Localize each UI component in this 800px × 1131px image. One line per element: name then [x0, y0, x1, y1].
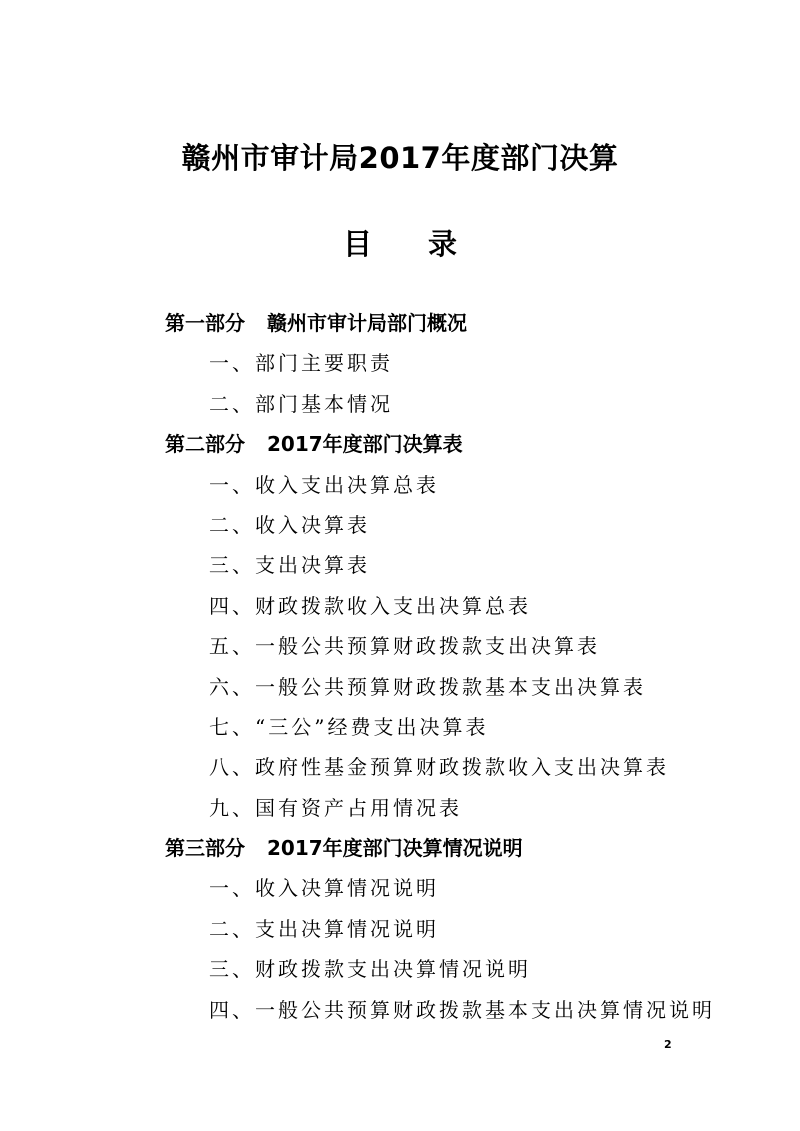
- toc-item[interactable]: 九、国有资产占用情况表: [209, 795, 462, 820]
- document-title: 赣州市审计局2017年度部门决算: [181, 141, 619, 175]
- toc-part-title: 2017年度部门决算表: [267, 432, 463, 457]
- toc-item[interactable]: 二、部门基本情况: [209, 391, 393, 416]
- toc-heading-char-2: 录: [428, 227, 458, 261]
- toc-item[interactable]: 五、一般公共预算财政拨款支出决算表: [209, 634, 600, 659]
- toc-item[interactable]: 六、一般公共预算财政拨款基本支出决算表: [209, 674, 646, 699]
- toc-item[interactable]: 二、支出决算情况说明: [209, 916, 439, 941]
- toc-item[interactable]: 一、收入支出决算总表: [209, 472, 439, 497]
- toc-part-1[interactable]: [0, 303, 800, 343]
- toc-part-title: 赣州市审计局部门概况: [267, 311, 467, 335]
- toc-heading: [0, 222, 800, 266]
- table-of-contents: [0, 303, 800, 1030]
- toc-item[interactable]: 八、政府性基金预算财政拨款收入支出决算表: [209, 755, 669, 780]
- toc-item[interactable]: 二、收入决算表: [209, 512, 370, 537]
- toc-item[interactable]: 一、部门主要职责: [209, 351, 393, 376]
- toc-part-number: 第一部分: [165, 311, 245, 335]
- toc-item[interactable]: 一、收入决算情况说明: [209, 876, 439, 901]
- toc-item[interactable]: 三、财政拨款支出决算情况说明: [209, 957, 531, 982]
- toc-item[interactable]: 四、一般公共预算财政拨款基本支出决算情况说明: [209, 997, 715, 1022]
- toc-part-number: 第二部分: [165, 432, 245, 457]
- toc-part-2[interactable]: [0, 424, 800, 464]
- toc-item[interactable]: 四、财政拨款收入支出决算总表: [209, 593, 531, 618]
- toc-heading-char-1: 目: [342, 227, 372, 261]
- toc-item[interactable]: 三、支出决算表: [209, 553, 370, 578]
- toc-part-title: 2017年度部门决算情况说明: [267, 836, 523, 861]
- toc-part-number: 第三部分: [165, 836, 245, 861]
- toc-part-3[interactable]: [0, 828, 800, 868]
- page-number: 2: [664, 1038, 672, 1051]
- toc-item[interactable]: 七、“三公”经费支出决算表: [209, 714, 489, 739]
